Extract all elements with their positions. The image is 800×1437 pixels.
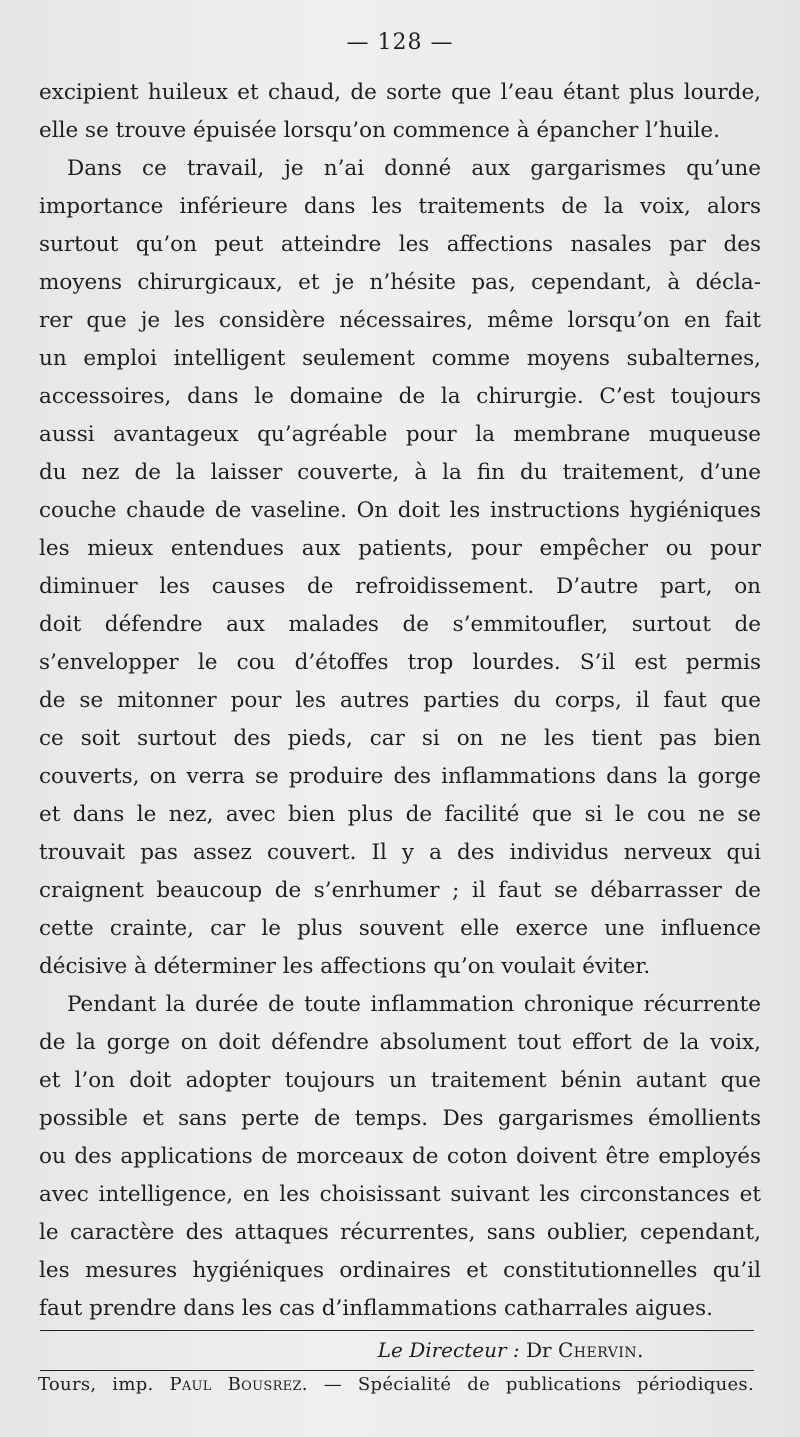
text-line: craignent beaucoup de s’enrhumer ; il faut se débarrasser de bbox=[39, 878, 761, 903]
text-line: décisive à déterminer les affections qu’on voulait éviter. bbox=[39, 954, 651, 979]
text-line: possible et sans perte de temps. Des gargarismes émollients bbox=[39, 1106, 761, 1131]
signature-label: Le Directeur : bbox=[377, 1338, 520, 1362]
text-line: rer que je les considère nécessaires, même lorsqu’on en fait bbox=[39, 308, 761, 333]
printer-name: Paul Bousrez. bbox=[169, 1374, 308, 1395]
signature-title: Dr bbox=[526, 1338, 552, 1362]
printer-imprint bbox=[38, 1374, 754, 1395]
text-line: de la gorge on doit défendre absolument tout effort de la voix, bbox=[39, 1030, 761, 1055]
text-line: aussi avantageux qu’agréable pour la membrane muqueuse bbox=[39, 422, 761, 447]
text-line: cette crainte, car le plus souvent elle exerce une influence bbox=[39, 916, 761, 941]
text-line: Dans ce travail, je n’ai donné aux gargarismes qu’une bbox=[67, 156, 761, 181]
text-line: et dans le nez, avec bien plus de facilité que si le cou ne se bbox=[39, 802, 761, 827]
text-line: s’envelopper le cou d’étoffes trop lourdes. S’il est permis bbox=[39, 650, 761, 675]
text-line: diminuer les causes de refroidissement. D’autre part, on bbox=[39, 574, 761, 599]
text-line: excipient huileux et chaud, de sorte que l’eau étant plus lourde, bbox=[39, 80, 761, 105]
text-line: avec intelligence, en les choisissant suivant les circonstances et bbox=[39, 1182, 761, 1207]
text-line: du nez de la laisser couverte, à la fin du traitement, d’une bbox=[39, 460, 761, 485]
text-line: et l’on doit adopter toujours un traitement bénin autant que bbox=[39, 1068, 761, 1093]
text-line: couche chaude de vaseline. On doit les instructions hygiéniques bbox=[39, 498, 761, 523]
text-line: couverts, on verra se produire des inflammations dans la gorge bbox=[39, 764, 761, 789]
printer-city: Tours, imp. bbox=[38, 1374, 154, 1395]
text-line: importance inférieure dans les traitements de la voix, alors bbox=[39, 194, 761, 219]
text-line: le caractère des attaques récurrentes, sans oublier, cependant, bbox=[39, 1220, 761, 1245]
text-line: elle se trouve épuisée lorsqu’on commence à épancher l’huile. bbox=[39, 118, 720, 143]
page-number: — 128 — bbox=[346, 30, 454, 55]
text-line: de se mitonner pour les autres parties du corps, il faut que bbox=[39, 688, 761, 713]
text-line: doit défendre aux malades de s’emmitoufler, surtout de bbox=[39, 612, 761, 637]
director-signature bbox=[378, 1338, 644, 1362]
text-line: trouvait pas assez couvert. Il y a des individus nerveux qui bbox=[39, 840, 761, 865]
text-line: les mesures hygiéniques ordinaires et constitutionnelles qu’il bbox=[39, 1258, 761, 1283]
text-line: ce soit surtout des pieds, car si on ne les tient pas bien bbox=[39, 726, 761, 751]
text-line: Pendant la durée de toute inflammation chronique récurrente bbox=[67, 992, 761, 1017]
separator-rule bbox=[40, 1330, 754, 1331]
text-line: un emploi intelligent seulement comme moyens subalternes, bbox=[39, 346, 761, 371]
text-line: les mieux entendues aux patients, pour empêcher ou pour bbox=[39, 536, 761, 561]
text-line: surtout qu’on peut atteindre les affections nasales par des bbox=[39, 232, 761, 257]
printer-description: — Spécialité de publications périodiques. bbox=[323, 1374, 754, 1395]
text-line: moyens chirurgicaux, et je n’hésite pas, cependant, à décla- bbox=[39, 270, 761, 295]
text-line: accessoires, dans le domaine de la chirurgie. C’est toujours bbox=[39, 384, 761, 409]
separator-rule bbox=[40, 1370, 754, 1371]
signature-name: Chervin. bbox=[557, 1338, 644, 1362]
body-text bbox=[39, 74, 761, 1328]
text-line: ou des applications de morceaux de coton doivent être employés bbox=[39, 1144, 761, 1169]
text-line: faut prendre dans les cas d’inflammations catharrales aigues. bbox=[39, 1296, 713, 1321]
